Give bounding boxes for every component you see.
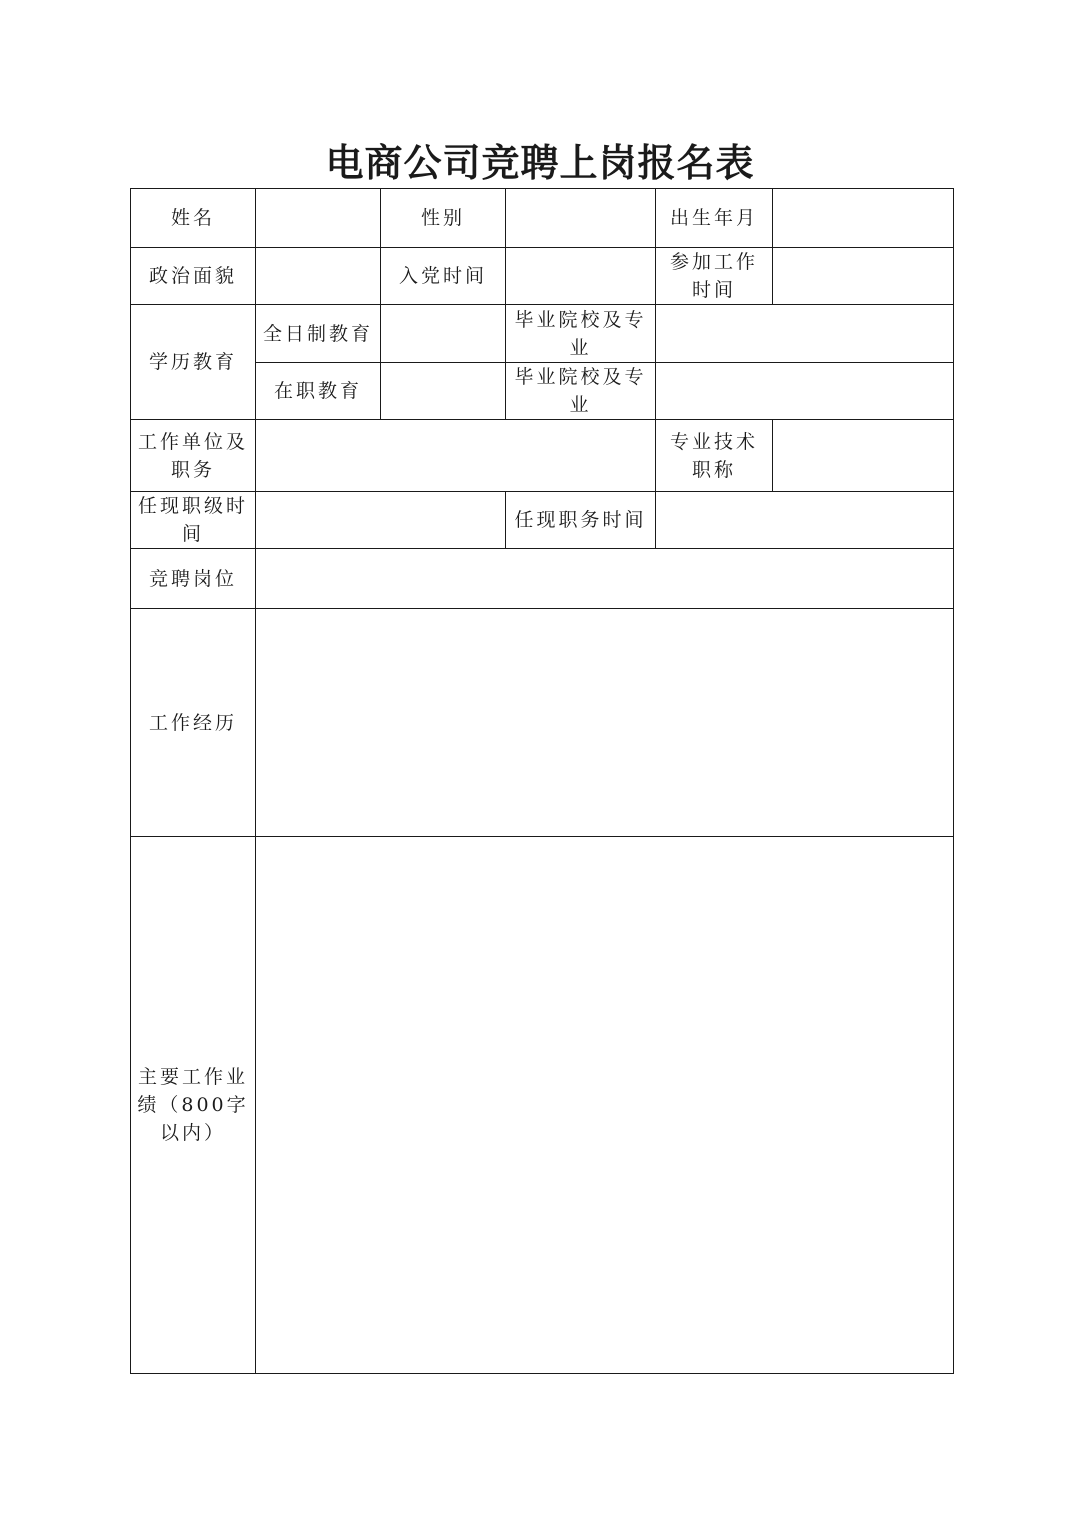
registration-form-table bbox=[130, 188, 954, 1374]
duty-time-field[interactable] bbox=[656, 492, 954, 549]
birth-field[interactable] bbox=[773, 189, 954, 248]
political-field[interactable] bbox=[256, 248, 381, 305]
label-unit-duty: 工作单位及职务 bbox=[131, 420, 256, 492]
label-rank-time: 任现职级时间 bbox=[131, 492, 256, 549]
fulltime-school-field[interactable] bbox=[656, 305, 954, 363]
label-education: 学历教育 bbox=[131, 305, 256, 420]
position-field[interactable] bbox=[256, 549, 954, 609]
label-duty-time: 任现职务时间 bbox=[506, 492, 656, 549]
label-work-history: 工作经历 bbox=[131, 609, 256, 837]
achievements-field[interactable] bbox=[256, 837, 954, 1374]
label-work-start: 参加工作时间 bbox=[656, 248, 773, 305]
name-field[interactable] bbox=[256, 189, 381, 248]
unit-duty-field[interactable] bbox=[256, 420, 656, 492]
form-title: 电商公司竞聘上岗报名表 bbox=[325, 141, 755, 185]
label-political: 政治面貌 bbox=[131, 248, 256, 305]
label-tech-title: 专业技术职称 bbox=[656, 420, 773, 492]
label-position: 竞聘岗位 bbox=[131, 549, 256, 609]
work-start-field[interactable] bbox=[773, 248, 954, 305]
work-history-field[interactable] bbox=[256, 609, 954, 837]
label-inservice-edu: 在职教育 bbox=[256, 363, 381, 420]
party-join-field[interactable] bbox=[506, 248, 656, 305]
fulltime-edu-field[interactable] bbox=[381, 305, 506, 363]
label-birth: 出生年月 bbox=[656, 189, 773, 248]
label-school-major: 毕业院校及专业 bbox=[506, 305, 656, 363]
gender-field[interactable] bbox=[506, 189, 656, 248]
tech-title-field[interactable] bbox=[773, 420, 954, 492]
label-school-major-2: 毕业院校及专业 bbox=[506, 363, 656, 420]
label-name: 姓名 bbox=[131, 189, 256, 248]
rank-time-field[interactable] bbox=[256, 492, 506, 549]
inservice-edu-field[interactable] bbox=[381, 363, 506, 420]
inservice-school-field[interactable] bbox=[656, 363, 954, 420]
label-party-join: 入党时间 bbox=[381, 248, 506, 305]
label-gender: 性别 bbox=[381, 189, 506, 248]
label-fulltime-edu: 全日制教育 bbox=[256, 305, 381, 363]
label-achievements: 主要工作业绩（800字以内） bbox=[131, 837, 256, 1374]
